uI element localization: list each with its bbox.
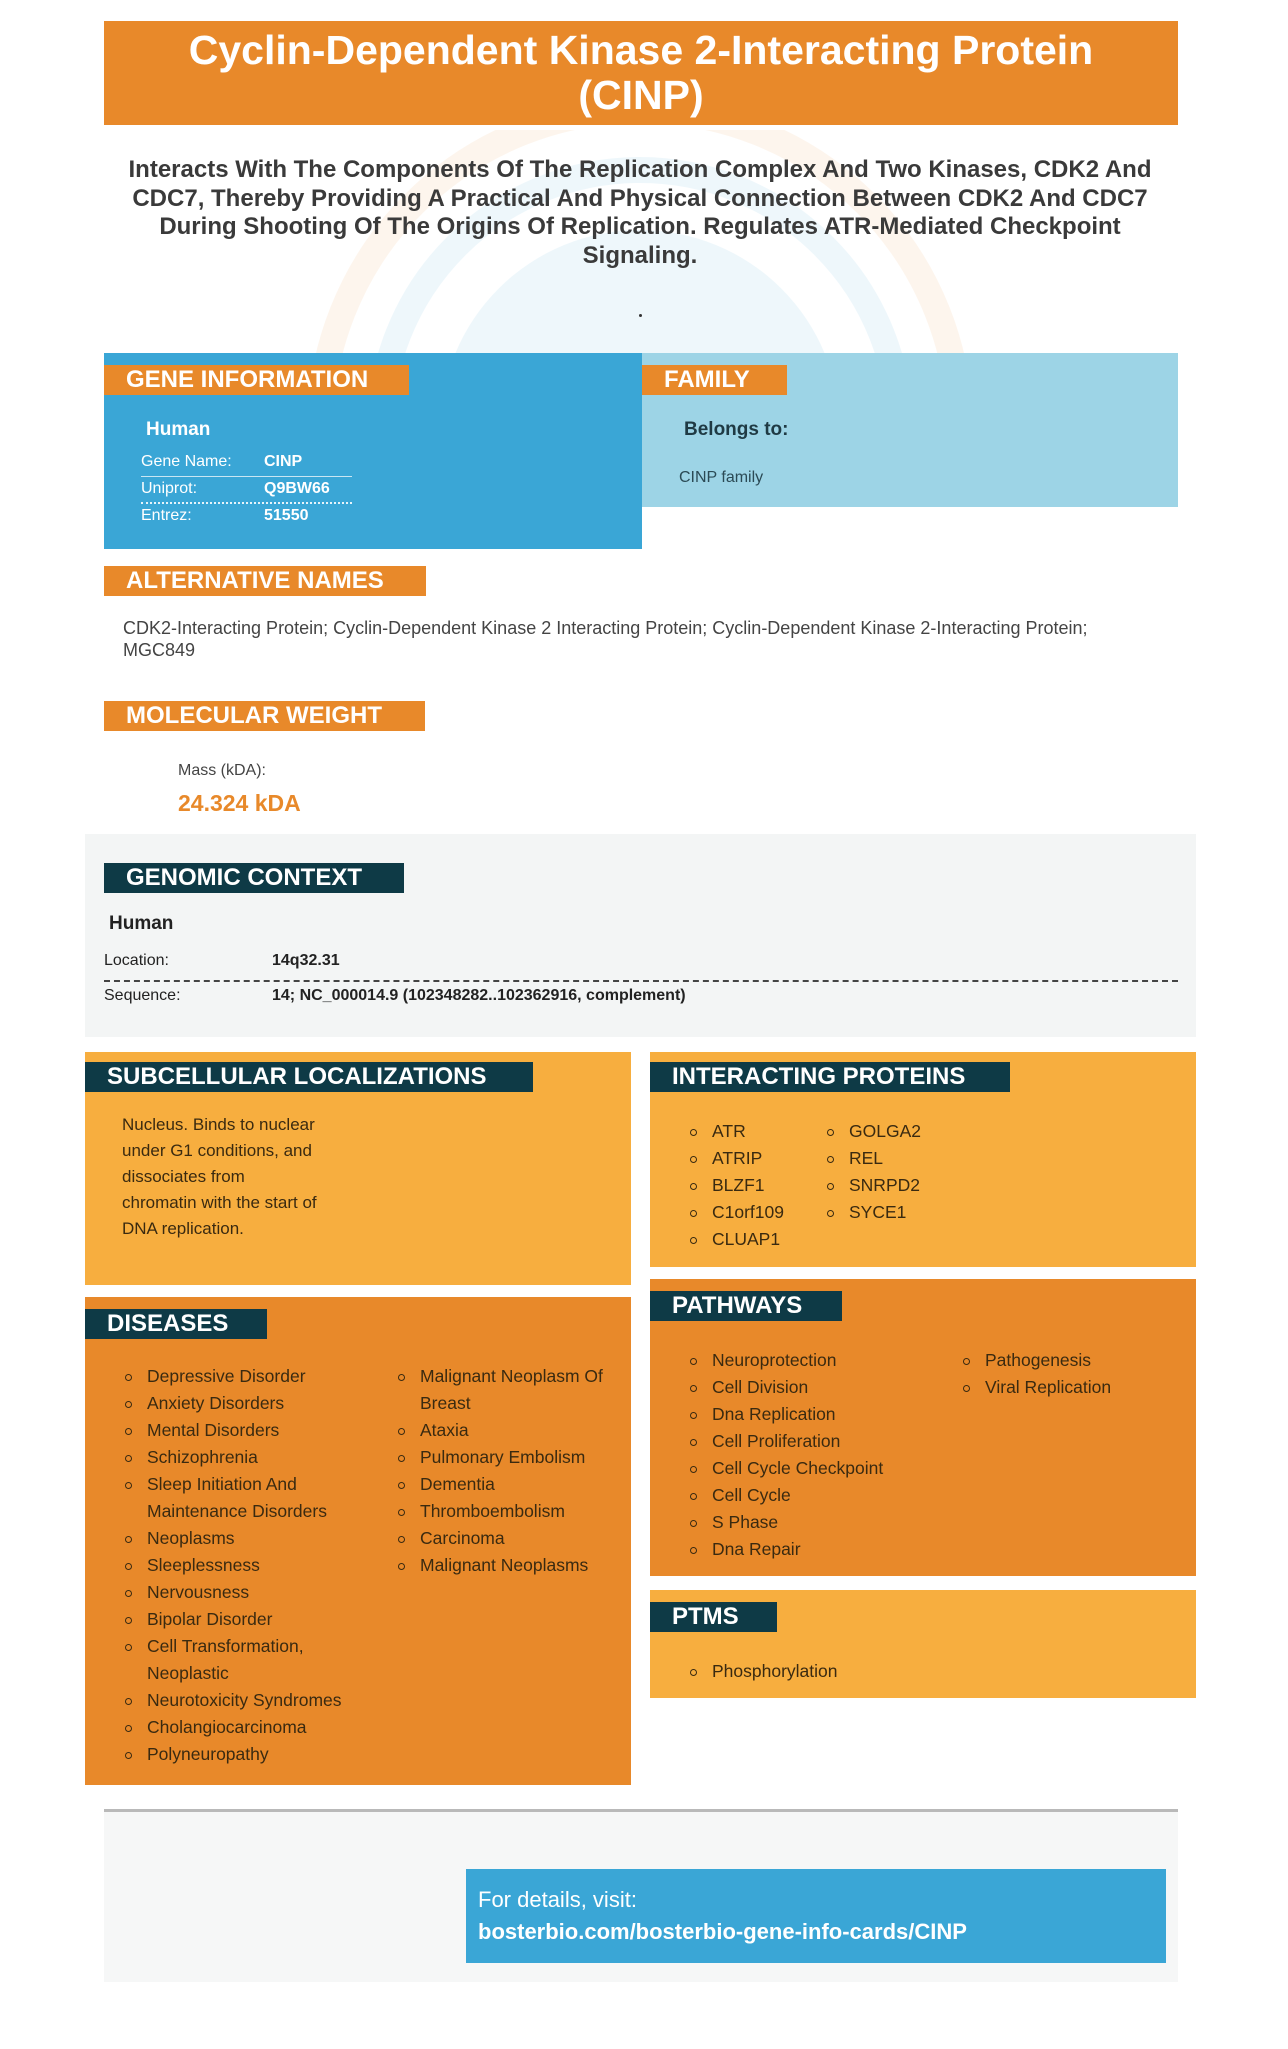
list-item: Cell Transformation, Neoplastic (123, 1633, 353, 1687)
list-item: GOLGA2 (825, 1118, 921, 1145)
list-item: Dna Replication (688, 1401, 883, 1428)
list-item: Polyneuropathy (123, 1741, 353, 1768)
diseases-heading: DISEASES (85, 1309, 267, 1339)
details-link-box[interactable] (466, 1869, 1166, 1963)
uniprot-row (141, 480, 352, 504)
pathways-heading: PATHWAYS (650, 1291, 842, 1321)
list-item: Pulmonary Embolism (396, 1444, 606, 1471)
gene-name-label: Gene Name: (141, 453, 232, 470)
subcellular-text (122, 1112, 317, 1242)
list-item: Ataxia (396, 1417, 606, 1444)
list-item: Carcinoma (396, 1525, 606, 1552)
list-item: Viral Replication (961, 1374, 1111, 1401)
entrez-value: 51550 (264, 507, 309, 524)
subcellular-panel (85, 1052, 631, 1285)
ptms-panel (650, 1590, 1196, 1698)
list-item: Malignant Neoplasms (396, 1552, 606, 1579)
interacting-proteins-list-2 (825, 1118, 921, 1226)
belongs-to-label: Belongs to: (684, 419, 789, 440)
list-item: Neuroprotection (688, 1347, 883, 1374)
list-item: Dementia (396, 1471, 606, 1498)
mass-label: Mass (kDA): (178, 762, 266, 779)
list-item: Neurotoxicity Syndromes (123, 1687, 353, 1714)
molecular-weight-heading: MOLECULAR WEIGHT (104, 701, 425, 731)
list-item: Sleep Initiation And Maintenance Disorders (123, 1471, 353, 1525)
gene-species: Human (146, 419, 211, 440)
list-item: CLUAP1 (688, 1226, 784, 1253)
list-item: REL (825, 1145, 921, 1172)
family-panel (642, 353, 1178, 507)
list-item: Neoplasms (123, 1525, 353, 1552)
gene-name-value: CINP (264, 453, 303, 470)
entrez-label: Entrez: (141, 507, 192, 524)
list-item: Sleeplessness (123, 1552, 353, 1579)
gene-name-row (141, 453, 352, 477)
title-banner (104, 21, 1178, 125)
location-value: 14q32.31 (272, 952, 340, 969)
list-item: Anxiety Disorders (123, 1390, 353, 1417)
list-item: ATRIP (688, 1145, 784, 1172)
list-item: SNRPD2 (825, 1172, 921, 1199)
subcellular-line: dissociates from (122, 1167, 245, 1186)
list-item: BLZF1 (688, 1172, 784, 1199)
genomic-species: Human (109, 913, 174, 934)
list-item: Schizophrenia (123, 1444, 353, 1471)
pathways-list-2 (961, 1347, 1111, 1401)
list-item: Bipolar Disorder (123, 1606, 353, 1633)
page-title: Cyclin-Dependent Kinase 2-Interacting Protein (CINP) (188, 27, 1094, 118)
gene-information-panel (104, 353, 642, 549)
list-item: Thromboembolism (396, 1498, 606, 1525)
interacting-proteins-panel (650, 1052, 1196, 1267)
location-label: Location: (104, 952, 169, 969)
subcellular-heading: SUBCELLULAR LOCALIZATIONS (85, 1062, 533, 1092)
list-item: Dna Repair (688, 1536, 883, 1563)
list-item: Cell Cycle Checkpoint (688, 1455, 883, 1482)
list-item: Pathogenesis (961, 1347, 1111, 1374)
diseases-panel (85, 1297, 631, 1785)
subcellular-line: DNA replication. (122, 1219, 244, 1238)
list-item: Depressive Disorder (123, 1363, 353, 1390)
list-item: C1orf109 (688, 1199, 784, 1226)
list-item: Phosphorylation (688, 1658, 838, 1685)
pathways-panel (650, 1279, 1196, 1576)
list-item: Mental Disorders (123, 1417, 353, 1444)
ptms-heading: PTMS (650, 1602, 777, 1632)
sequence-label: Sequence: (104, 987, 181, 1004)
alternative-names-text: CDK2-Interacting Protein; Cyclin-Dependent Kinase 2 Interacting Protein; Cyclin-Dependent Kinase 2-Interacting Protein; MGC849 (123, 618, 1088, 660)
family-value: CINP family (679, 469, 764, 486)
uniprot-label: Uniprot: (141, 480, 198, 497)
uniprot-value: Q9BW66 (264, 480, 330, 497)
list-item: SYCE1 (825, 1199, 921, 1226)
location-row (104, 952, 1178, 982)
protein-summary: Interacts With The Components Of The Replication Complex And Two Kinases, CDK2 And CDC7, Thereby Providing A Practical And Physical Connection Between CDK2 And CDC7 During Shooting Of The Origins Of Replication. Regulates ATR-Mediated Checkpoint Signaling. (128, 156, 1152, 269)
list-item: Cell Division (688, 1374, 883, 1401)
ptms-list (688, 1658, 838, 1685)
genomic-context-heading: GENOMIC CONTEXT (104, 863, 404, 893)
subcellular-line: under G1 conditions, and (122, 1141, 312, 1160)
sequence-value: 14; NC_000014.9 (102348282..102362916, complement) (272, 987, 686, 1004)
list-item: Malignant Neoplasm Of Breast (396, 1363, 606, 1417)
list-item: Cell Cycle (688, 1482, 883, 1509)
list-item: Nervousness (123, 1579, 353, 1606)
details-label: For details, visit: (478, 1887, 637, 1912)
list-item: Cell Proliferation (688, 1428, 883, 1455)
list-item: Cholangiocarcinoma (123, 1714, 353, 1741)
diseases-list-1 (123, 1363, 353, 1768)
details-link[interactable]: bosterbio.com/bosterbio-gene-info-cards/CINP (478, 1919, 967, 1944)
alternative-names-heading: ALTERNATIVE NAMES (104, 566, 426, 596)
mass-value: 24.324 kDA (178, 790, 301, 816)
diseases-list-2 (396, 1363, 606, 1579)
pathways-list-1 (688, 1347, 883, 1563)
entrez-row (141, 507, 352, 531)
subcellular-line: chromatin with the start of (122, 1193, 317, 1212)
gene-information-heading: GENE INFORMATION (104, 365, 409, 395)
list-item: S Phase (688, 1509, 883, 1536)
sequence-row (104, 987, 1178, 1011)
interacting-proteins-heading: INTERACTING PROTEINS (650, 1062, 1010, 1092)
list-item: ATR (688, 1118, 784, 1145)
family-heading: FAMILY (642, 365, 787, 395)
subcellular-line: Nucleus. Binds to nuclear (122, 1115, 315, 1134)
interacting-proteins-list-1 (688, 1118, 784, 1253)
separator-dot (639, 314, 642, 317)
